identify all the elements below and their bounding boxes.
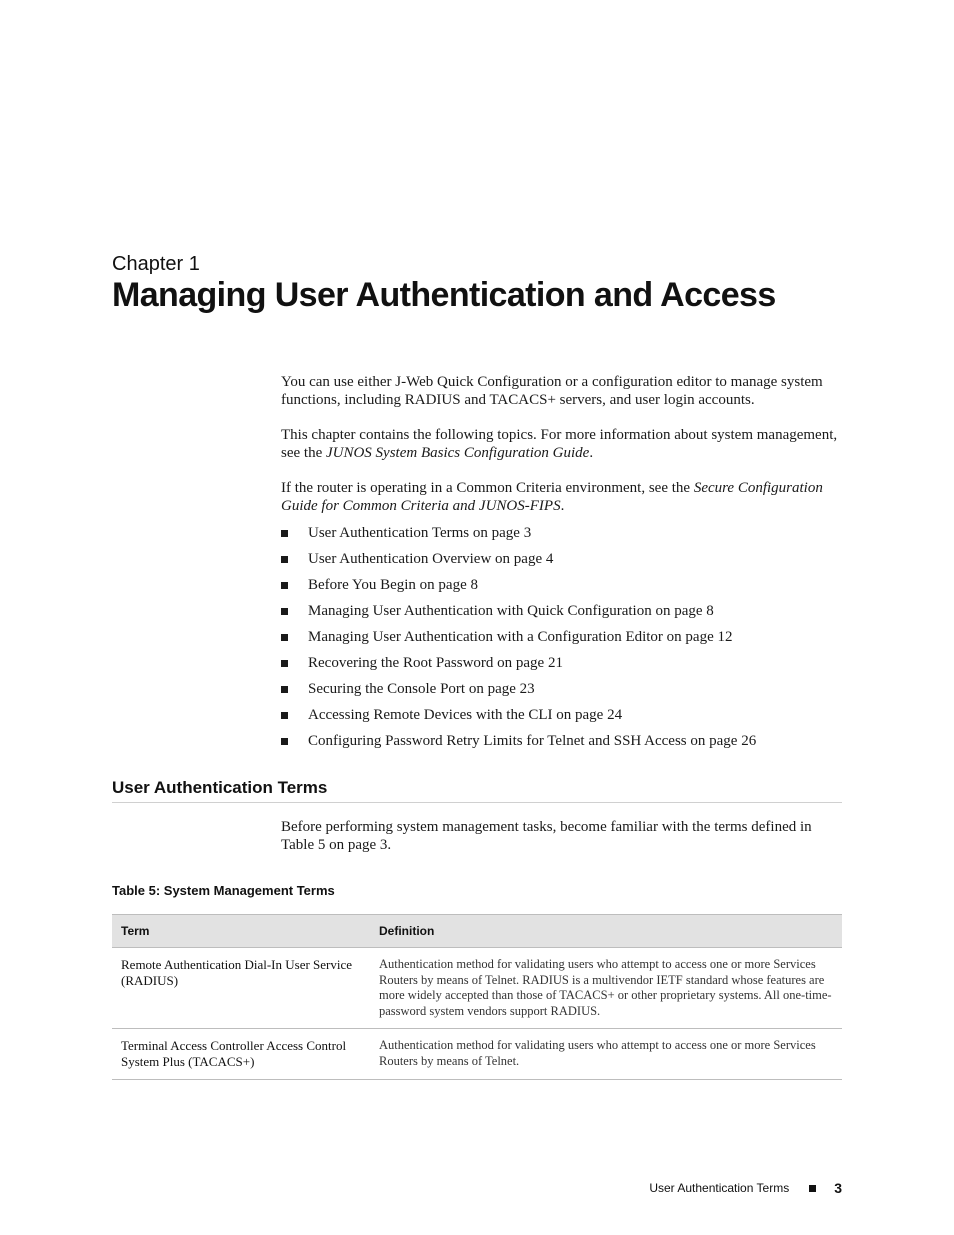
intro-paragraph-3 <box>281 479 846 515</box>
square-bullet-icon <box>281 712 288 719</box>
table-caption: Table 5: System Management Terms <box>112 883 335 898</box>
chapter-label: Chapter 1 <box>112 253 200 275</box>
footer-section-title: User Authentication Terms <box>649 1181 790 1195</box>
page-footer <box>649 1180 842 1196</box>
square-bullet-icon <box>281 738 288 745</box>
topic-list <box>281 523 756 757</box>
table-row <box>112 948 842 1029</box>
intro-paragraph-1 <box>281 373 846 409</box>
topic-link[interactable]: Recovering the Root Password on page 21 <box>308 655 563 671</box>
intro-text-1: You can use either J-Web Quick Configuration or a configuration editor to manage system functions, including RADIUS and TACACS+ servers, and user login accounts. <box>281 374 823 408</box>
guide-reference: JUNOS System Basics Configuration Guide <box>325 445 590 461</box>
column-header-definition: Definition <box>370 915 842 948</box>
section-paragraph <box>281 818 846 854</box>
square-bullet-icon <box>281 686 288 693</box>
terms-table <box>112 914 842 1080</box>
topic-item[interactable] <box>281 575 756 601</box>
square-bullet-icon <box>281 660 288 667</box>
topic-link[interactable]: Before You Begin on page 8 <box>308 577 478 593</box>
section-heading: User Authentication Terms <box>112 778 842 803</box>
square-bullet-icon <box>809 1185 816 1192</box>
topic-link[interactable]: Managing User Authentication with a Configuration Editor on page 12 <box>308 629 733 645</box>
square-bullet-icon <box>281 530 288 537</box>
intro-text-2-end: . <box>589 445 594 461</box>
page-number: 3 <box>834 1180 842 1196</box>
definition-cell: Authentication method for validating users who attempt to access one or more Services Routers by means of Telnet. RADIUS is a multivendor IETF standard whose features are more widely accepted than those of TACACS+ or other proprietary systems. All one-time-password system vendors support RADIUS. <box>370 948 842 1029</box>
topic-item[interactable] <box>281 601 756 627</box>
topic-item[interactable] <box>281 653 756 679</box>
section-text: Before performing system management tasks, become familiar with the terms defined in Table 5 on page 3. <box>281 819 812 853</box>
topic-item[interactable] <box>281 523 756 549</box>
definition-cell: Authentication method for validating users who attempt to access one or more Services Routers by means of Telnet. <box>370 1029 842 1080</box>
topic-item[interactable] <box>281 705 756 731</box>
square-bullet-icon <box>281 556 288 563</box>
chapter-title: Managing User Authentication and Access <box>112 276 776 314</box>
table-header-row <box>112 915 842 948</box>
guide-reference-common-criteria: Secure Configuration Guide for Common Criteria and JUNOS-FIPS <box>281 480 823 514</box>
topic-link[interactable]: User Authentication Overview on page 4 <box>308 551 554 567</box>
term-cell: Terminal Access Controller Access Control System Plus (TACACS+) <box>112 1029 370 1080</box>
topic-item[interactable] <box>281 627 756 653</box>
topic-link[interactable]: User Authentication Terms on page 3 <box>308 525 532 541</box>
table-row <box>112 1029 842 1080</box>
topic-item[interactable] <box>281 679 756 705</box>
square-bullet-icon <box>281 634 288 641</box>
topic-link[interactable]: Accessing Remote Devices with the CLI on page 24 <box>308 707 623 723</box>
topic-item[interactable] <box>281 731 756 757</box>
topic-item[interactable] <box>281 549 756 575</box>
intro-paragraph-2 <box>281 426 846 462</box>
square-bullet-icon <box>281 582 288 589</box>
term-cell: Remote Authentication Dial-In User Service (RADIUS) <box>112 948 370 1029</box>
intro-text-2: This chapter contains the following topics. For more information about system management, see the <box>281 427 838 461</box>
topic-link[interactable]: Configuring Password Retry Limits for Telnet and SSH Access on page 26 <box>308 733 757 749</box>
topic-link[interactable]: Managing User Authentication with Quick Configuration on page 8 <box>308 603 714 619</box>
square-bullet-icon <box>281 608 288 615</box>
intro-text-3: If the router is operating in a Common Criteria environment, see the <box>281 480 694 496</box>
topic-link[interactable]: Securing the Console Port on page 23 <box>308 681 535 697</box>
intro-text-3-end: . <box>560 498 565 514</box>
column-header-term: Term <box>112 915 370 948</box>
